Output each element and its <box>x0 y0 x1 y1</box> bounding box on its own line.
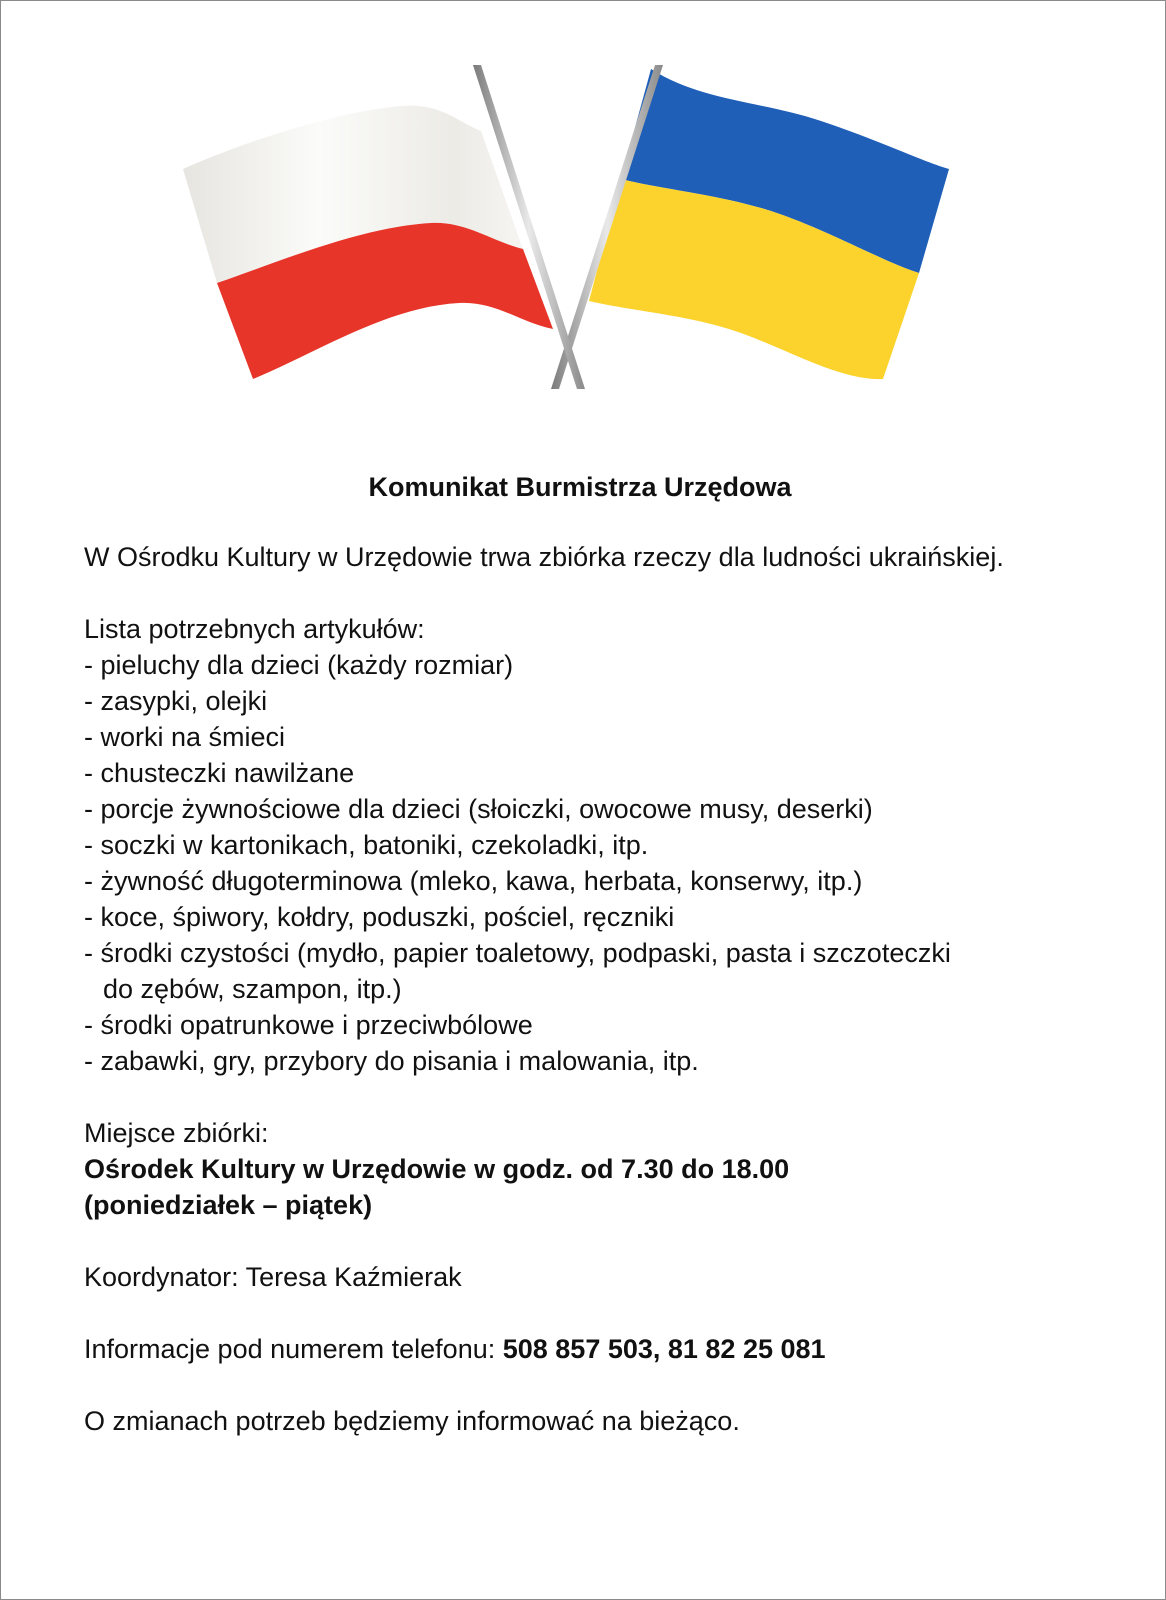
list-item: - zasypki, olejki <box>84 683 1104 719</box>
list-item: - środki czystości (mydło, papier toaletowy, podpaski, pasta i szczoteczki do zębów, szampon, itp.) <box>84 935 963 1007</box>
coordinator-line: Koordynator: Teresa Kaźmierak <box>84 1262 462 1292</box>
list-item: - soczki w kartonikach, batoniki, czekoladki, itp. <box>84 827 1104 863</box>
crossed-flags-illustration <box>181 61 971 401</box>
collection-place-location: Ośrodek Kultury w Urzędowie w godz. od 7.30 do 18.00 <box>84 1154 790 1184</box>
collection-place-days: (poniedziałek – piątek) <box>84 1190 373 1220</box>
list-item: - zabawki, gry, przybory do pisania i malowania, itp. <box>84 1043 1104 1079</box>
list-item: - porcje żywnościowe dla dzieci (słoiczki, owocowe musy, deserki) <box>84 791 1104 827</box>
list-item: - chusteczki nawilżane <box>84 755 1104 791</box>
list-item: - środki opatrunkowe i przeciwbólowe <box>84 1007 1104 1043</box>
list-item: - worki na śmieci <box>84 719 1104 755</box>
collection-place-label: Miejsce zbiórki: <box>84 1118 269 1148</box>
phone-line <box>84 1331 1104 1367</box>
phone-label: Informacje pod numerem telefonu: <box>84 1334 503 1364</box>
list-item: - pieluchy dla dzieci (każdy rozmiar) <box>84 647 1104 683</box>
notice-title: Komunikat Burmistrza Urzędowa <box>368 472 792 502</box>
items-list-heading: Lista potrzebnych artykułów: <box>84 614 425 644</box>
list-item: - koce, śpiwory, kołdry, poduszki, pościel, ręczniki <box>84 899 1104 935</box>
notice-content <box>84 469 1104 1439</box>
notice-intro: W Ośrodku Kultury w Urzędowie trwa zbiórka rzeczy dla ludności ukraińskiej. <box>84 542 1004 572</box>
phone-numbers: 508 857 503, 81 82 25 081 <box>502 1334 826 1364</box>
poland-flag <box>183 106 553 379</box>
list-item: - żywność długoterminowa (mleko, kawa, herbata, konserwy, itp.) <box>84 863 1104 899</box>
closing-note: O zmianach potrzeb będziemy informować na bieżąco. <box>84 1406 740 1436</box>
items-list <box>84 647 1104 1079</box>
